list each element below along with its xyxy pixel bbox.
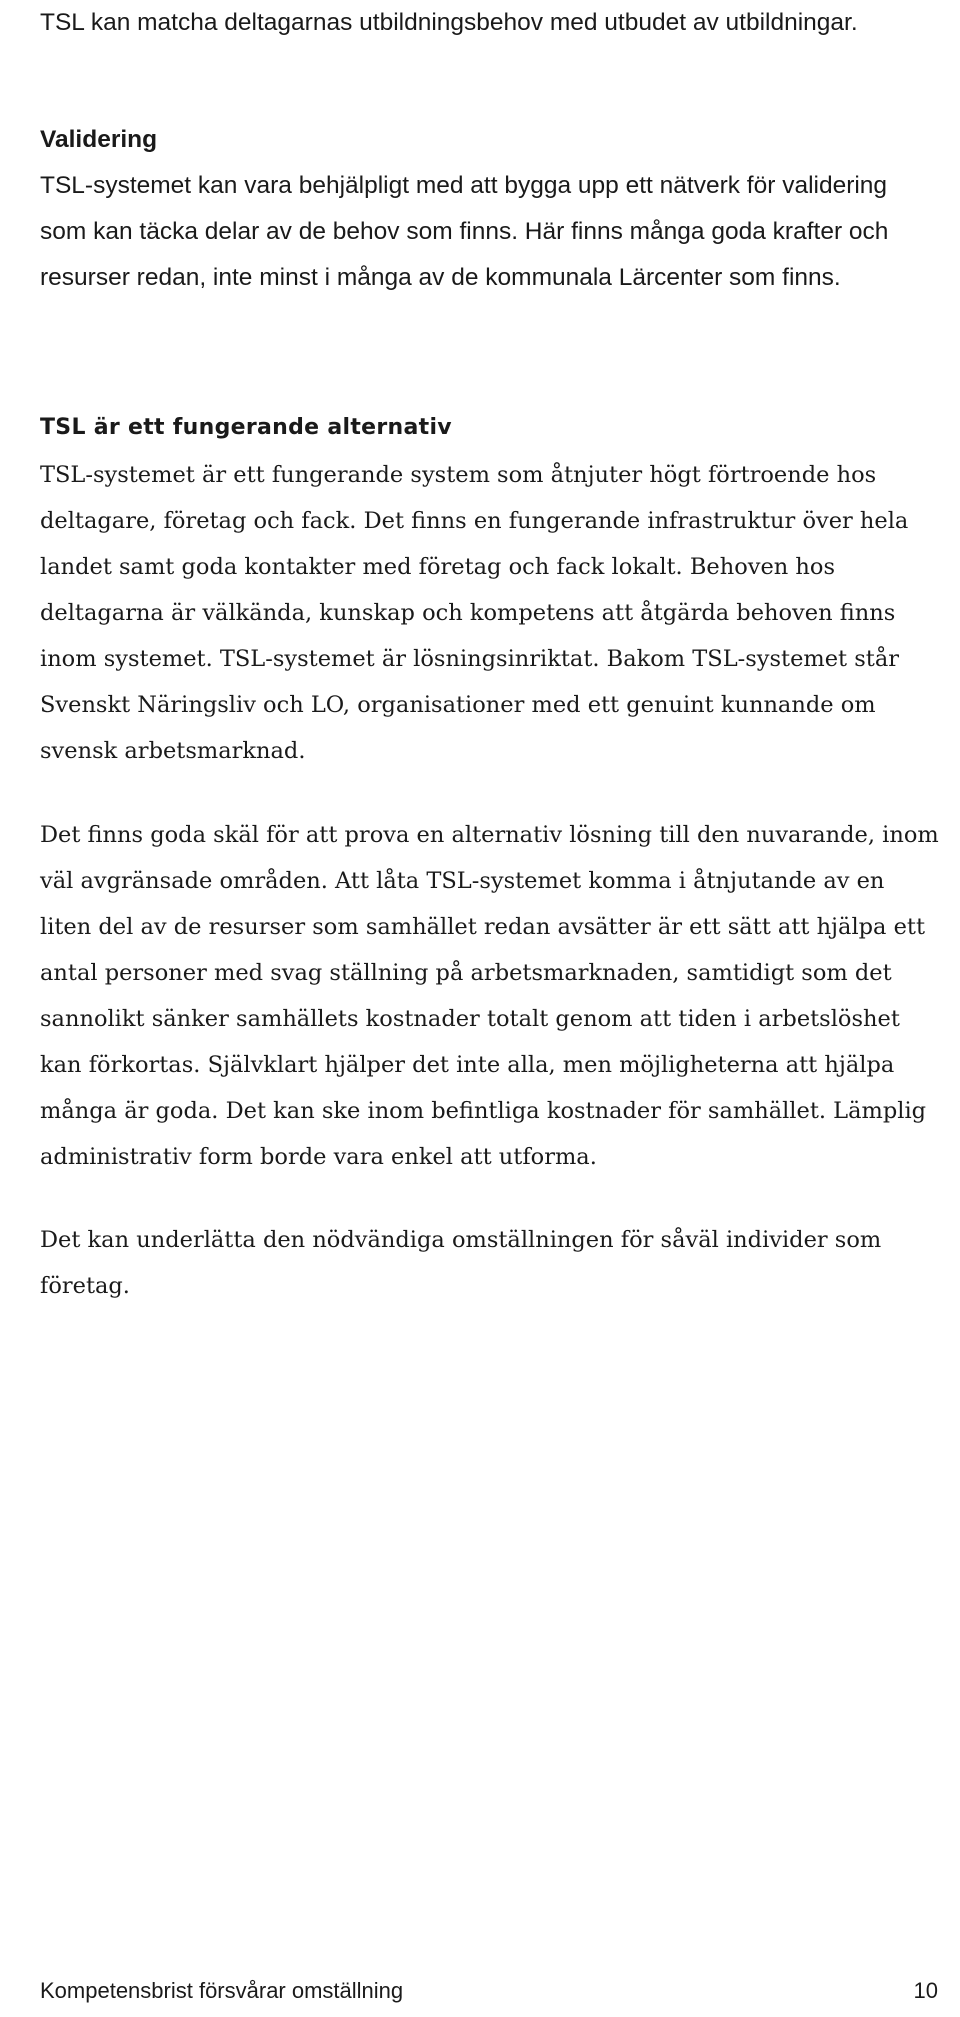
footer-title: Kompetensbrist försvårar omställning [40, 1978, 404, 2003]
page-number: 10 [913, 1978, 938, 2003]
validering-paragraph: TSL-systemet kan vara behjälpligt med att bygga upp ett nätverk för validering som kan täcka delar av de behov som finns. Här finns många goda krafter och resurser redan, inte minst i många av de kommunala Lärcenter som finns. [40, 172, 889, 291]
page-footer [40, 1976, 938, 2006]
alternativ-paragraph-2: Det finns goda skäl för att prova en alternativ lösning till den nuvarande, inom väl avgränsade områden. Att låta TSL-systemet komma i åtnjutande av en liten del av de resurser som samhället redan avsätter är ett sätt att hjälpa ett antal personer med svag ställning på arbetsmarknaden, samtidigt som det sannolikt sänker samhällets kostnader totalt genom att tiden i arbetslöshet kan förkortas. Självklart hjälper det inte alla, men möjligheterna att hjälpa många är goda. Det kan ske inom befintliga kostnader för samhället. Lämplig administrativ form borde vara enkel att utforma. [40, 822, 939, 1170]
validering-heading: Validering [40, 126, 158, 153]
intro-paragraph: TSL kan matcha deltagarnas utbildningsbehov med utbudet av utbildningar. [40, 9, 858, 36]
alternativ-paragraph-3: Det kan underlätta den nödvändiga omställningen för såväl individer som företag. [40, 1227, 882, 1299]
alternativ-heading: TSL är ett fungerande alternativ [40, 415, 452, 440]
alternativ-paragraph-1: TSL-systemet är ett fungerande system som åtnjuter högt förtroende hos deltagare, företag och fack. Det finns en fungerande infrastruktur över hela landet samt goda kontakter med företag och fack lokalt. Behoven hos deltagarna är välkända, kunskap och kompetens att åtgärda behoven finns inom systemet. TSL-systemet är lösningsinriktat. Bakom TSL-systemet står Svenskt Näringsliv och LO, organisationer med ett genuint kunnande om svensk arbetsmarknad. [40, 462, 909, 764]
